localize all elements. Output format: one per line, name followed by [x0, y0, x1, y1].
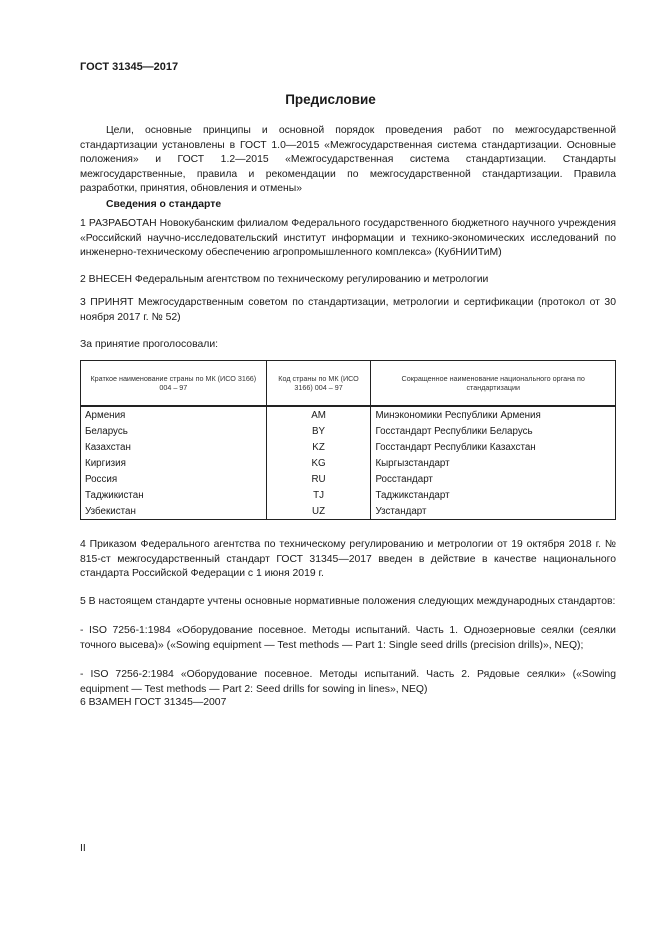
country-code: KG	[266, 455, 371, 471]
document-id: ГОСТ 31345—2017	[80, 61, 179, 73]
standards-body: Госстандарт Республики Казахстан	[371, 439, 616, 455]
country-name: Киргизия	[81, 455, 267, 471]
intro-paragraph: Цели, основные принципы и основной порядок проведения работ по межгосударственной стандартизации установлены в ГОСТ 1.0—2015 «Межгосударственная система стандартизации. Основные положения» и ГОСТ 1.2—2015 «Межгосударственная система стандартизации. Стандарты межгосударственные, правила и рекомендации по межгосударственной стандартизации. Правила разработки, принятия, обновления и отмены»	[80, 125, 616, 195]
item-iso-part1: - ISO 7256-1:1984 «Оборудование посевное. Методы испытаний. Часть 1. Однозерновые сеялки (сеялки точного высева)» («Sowing equipment — Test methods — Part 1: Single seed drills (precision drills)», NEQ);	[80, 625, 616, 651]
item-submitted: 2 ВНЕСЕН Федеральным агентством по техническому регулированию и метрологии	[80, 274, 489, 285]
item-international: 5 В настоящем стандарте учтены основные нормативные положения следующих международных стандартов:	[80, 596, 616, 607]
country-code: AM	[266, 406, 371, 423]
item-developed: 1 РАЗРАБОТАН Новокубанским филиалом Федерального государственного бюджетного научного учреждения «Российский научно-исследовательский институт информации и технико-экономических исследований по инженерно-техническому обеспечению агропромышленного комплекса» (КубНИИТиМ)	[80, 218, 616, 259]
table-row	[81, 487, 616, 503]
item-replaces: 6 ВЗАМЕН ГОСТ 31345—2007	[80, 697, 227, 708]
country-name: Казахстан	[81, 439, 267, 455]
column-header-code: Код страны по МК (ИСО 3166) 004 – 97	[266, 361, 371, 407]
country-code: TJ	[266, 487, 371, 503]
standards-body: Узстандарт	[371, 503, 616, 520]
vote-intro: За принятие проголосовали:	[80, 339, 219, 350]
table-row	[81, 455, 616, 471]
table-row	[81, 423, 616, 439]
item-order: 4 Приказом Федерального агентства по техническому регулированию и метрологии от 19 октября 2018 г. № 815-ст межгосударственный стандарт ГОСТ 31345—2017 введен в действие в качестве национального стандарта Российской Федерации с 1 июня 2019 г.	[80, 539, 616, 580]
country-name: Россия	[81, 471, 267, 487]
country-name: Армения	[81, 406, 267, 423]
page-title: Предисловие	[285, 92, 376, 107]
table-row	[81, 439, 616, 455]
country-code: KZ	[266, 439, 371, 455]
item-adopted: 3 ПРИНЯТ Межгосударственным советом по стандартизации, метрологии и сертификации (протокол от 30 ноября 2017 г. № 52)	[80, 297, 616, 323]
country-code: UZ	[266, 503, 371, 520]
country-code: BY	[266, 423, 371, 439]
table-row	[81, 503, 616, 520]
section-heading: Сведения о стандарте	[106, 199, 222, 210]
standards-body: Кыргызстандарт	[371, 455, 616, 471]
voting-table	[80, 360, 616, 520]
country-name: Узбекистан	[81, 503, 267, 520]
table-row	[81, 406, 616, 423]
table-row	[81, 471, 616, 487]
standards-body: Минэкономики Республики Армения	[371, 406, 616, 423]
standards-body: Госстандарт Республики Беларусь	[371, 423, 616, 439]
country-name: Таджикистан	[81, 487, 267, 503]
standards-body: Таджикстандарт	[371, 487, 616, 503]
country-name: Беларусь	[81, 423, 267, 439]
column-header-body: Сокращенное наименование национального органа по стандартизации	[371, 361, 616, 407]
column-header-country: Краткое наименование страны по МК (ИСО 3166) 004 – 97	[81, 361, 267, 407]
standards-body: Росстандарт	[371, 471, 616, 487]
page-number: II	[80, 843, 86, 854]
item-iso-part2: - ISO 7256-2:1984 «Оборудование посевное. Методы испытаний. Часть 2. Рядовые сеялки» («Sowing equipment — Test methods — Part 2: Seed drills for sowing in lines», NEQ)	[80, 669, 616, 695]
country-code: RU	[266, 471, 371, 487]
